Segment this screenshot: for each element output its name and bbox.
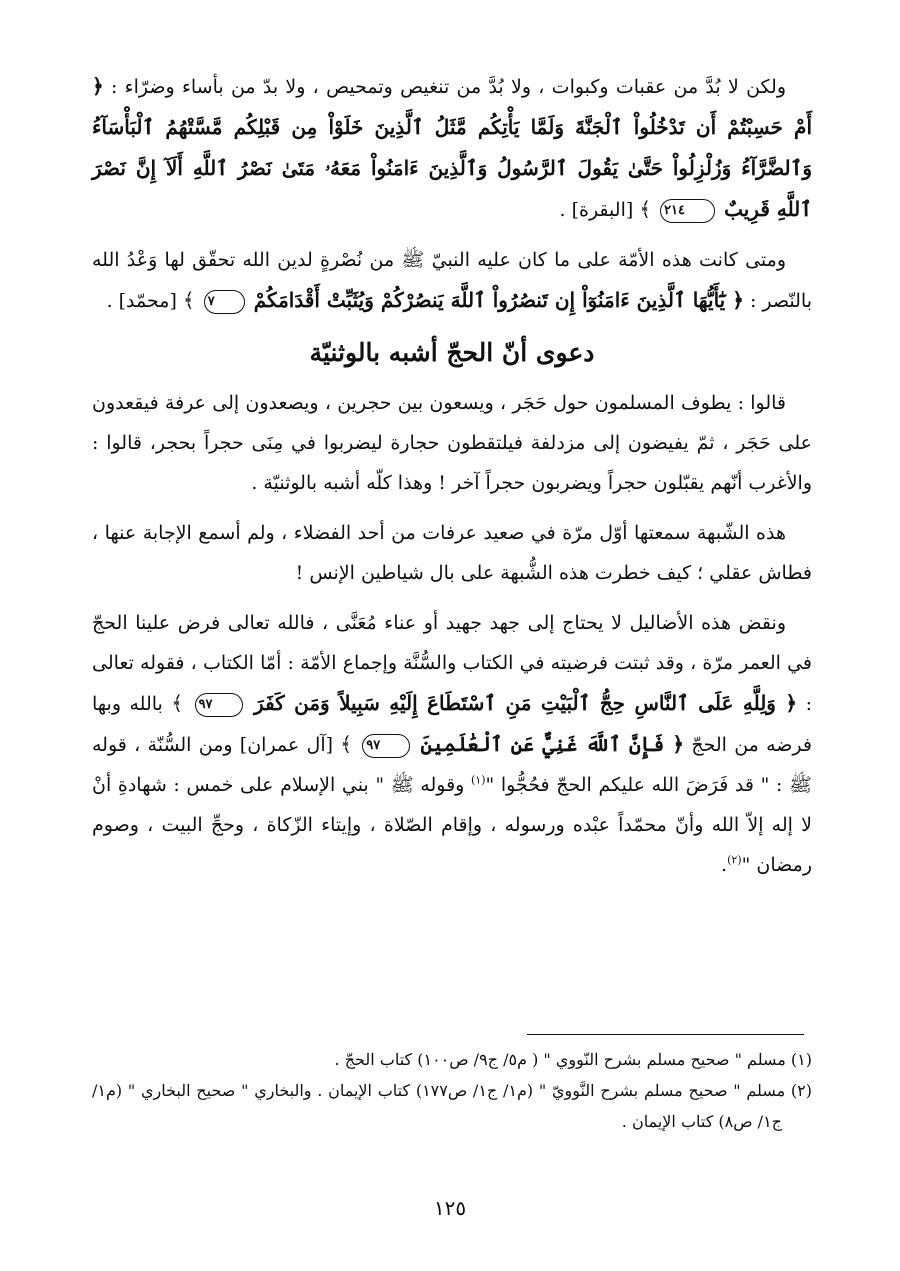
footnote-divider	[527, 1034, 804, 1035]
verse-close-bracket: ﴾	[340, 732, 352, 756]
ayah-number-marker: ٩٧	[362, 734, 410, 758]
ayah-number-marker: ٢١٤	[660, 199, 715, 223]
paragraph-text: ومتى كانت هذه الأمّة على ما كان عليه النبيّ ﷺ من نُصْرةٍ لدين الله تحقّق لها وَعْدُ الله بالنّصر :	[92, 249, 812, 312]
ayah-number-marker: ٩٧	[195, 693, 243, 717]
verse-close-bracket: ﴾	[171, 691, 184, 715]
paragraph-text: ونقض هذه الأضاليل لا يحتاج إلى جهد جهيد أو عناء مُعَنَّى ، فالله تعالى فرض علينا الحجّ في العمر مرّة ، وقد ثبتت فرضيته في الكتاب والسُّنَّة وإجماع الأمّة : أمّا الكتاب ، فقوله تعالى :	[92, 612, 812, 715]
footnote-reference[interactable]: (٢)	[727, 853, 742, 867]
paragraph-victory	[92, 240, 812, 321]
quran-verse: ﴿ فَإِنَّ ٱللَّهَ غَنِيٌّ عَنِ ٱلْعَٰلَمِينَ	[420, 732, 685, 756]
quran-verse: ﴿ وَلِلَّهِ عَلَى ٱلنَّاسِ حِجُّ ٱلْبَيْتِ مَنِ ٱسْتَطَاعَ إِلَيْهِ سَبِيلاً وَمَن كَفَرَ	[254, 691, 798, 715]
paragraph-text: ولكن لا بُدَّ من عقبات وكبوات ، ولا بُدَّ من تنغيص وتمحيص ، ولا بدّ من بأساء وضرّاء :	[111, 76, 786, 98]
paragraph-rebuttal	[92, 603, 812, 885]
page-number: ١٢٥	[433, 1196, 467, 1220]
ayah-number-marker: ٧	[204, 290, 245, 314]
quran-verse: ﴿ يَٰٓأَيُّهَا ٱلَّذِينَ ءَامَنُوٓاْ إِن تَنصُرُواْ ٱللَّهَ يَنصُرْكُمْ وَيُثَبِّتْ أَقْدَامَكُمْ	[253, 288, 744, 312]
verse-source: [البقرة] .	[559, 199, 634, 221]
verse-close-bracket: ﴾	[182, 288, 195, 312]
section-heading: دعوى أنّ الحجّ أشبه بالوثنيّة	[309, 338, 595, 367]
paragraph-doubt: هذه الشّبهة سمعتها أوّل مرّة في صعيد عرفات من أحد الفضلاء ، ولم أسمع الإجابة عنها ، فطاش عقلي ؛ كيف خطرت هذه الشُّبهة على بال شياطين الإنس !	[92, 522, 812, 584]
paragraph-text: [آل عمران] ومن السُّنّة ، قوله ﷺ : " قد فَرَضَ الله عليكم الحجّ فحُجُّوا "	[92, 734, 812, 796]
paragraph-trials	[92, 66, 812, 230]
verse-close-bracket: ﴾	[639, 197, 652, 221]
verse-source: [محمّد] .	[106, 290, 177, 312]
footnote-item: (١) مسلم " صحيح مسلم بشرح النّووي " ( م٥/ ج٩/ ص١٠٠) كتاب الحجّ .	[334, 1050, 812, 1069]
page-body	[92, 66, 812, 895]
paragraph-claim: قالوا : يطوف المسلمون حول حَجَر ، ويسعون بين حجرين ، ويصعدون إلى عرفة فيقعدون على حَجَر ، ثمّ يفيضون إلى مزدلفة فيلتقطون حجارة ليضربوا في مِنَى حجراً بحجر، قالوا : والأغرب أنّهم يقبّلون حجراً ويضربون حجراً آخر ! وهذا كلّه أشبه بالوثنيّة .	[92, 392, 812, 494]
footnotes	[92, 1044, 812, 1137]
quran-verse: ﴿ أَمْ حَسِبْتُمْ أَن تَدْخُلُواْ ٱلْجَنَّةَ وَلَمَّا يَأْتِكُم مَّثَلُ ٱلَّذِينَ خَلَوْاْ مِن قَبْلِكُم مَّسَّتْهُمُ ٱلْبَأْسَآءُ وَٱلضَّرَّآءُ وَزُلْزِلُواْ حَتَّىٰ يَقُولَ ٱلرَّسُولُ وَٱلَّذِينَ ءَامَنُواْ مَعَهُۥ مَتَىٰ نَصْرُ ٱللَّهِ أَلَآ إِنَّ نَصْرَ ٱللَّهِ قَرِيبٌ	[92, 74, 813, 221]
paragraph-end: .	[721, 854, 728, 876]
paragraph-text: بالله وبها فرضه من الحجّ	[92, 693, 812, 756]
paragraph-text: وقوله ﷺ " بني الإسلام على خمس : شهادةِ أنْ لا إله إلاّ الله وأنّ محمّداً عبْده ورسوله ، وإقام الصّلاة ، وإيتاء الزّكاة ، وحجِّ البيت ، وصوم رمضان "	[92, 774, 812, 876]
footnote-item: (٢) مسلم " صحيح مسلم بشرح النَّوويّ " (م١/ ج١/ ص١٧٧) كتاب الإيمان . والبخاري " صحيح البخاري " (م١/ ج١/ ص٨) كتاب الإيمان .	[92, 1081, 812, 1131]
footnote-reference[interactable]: (١)	[471, 773, 486, 787]
